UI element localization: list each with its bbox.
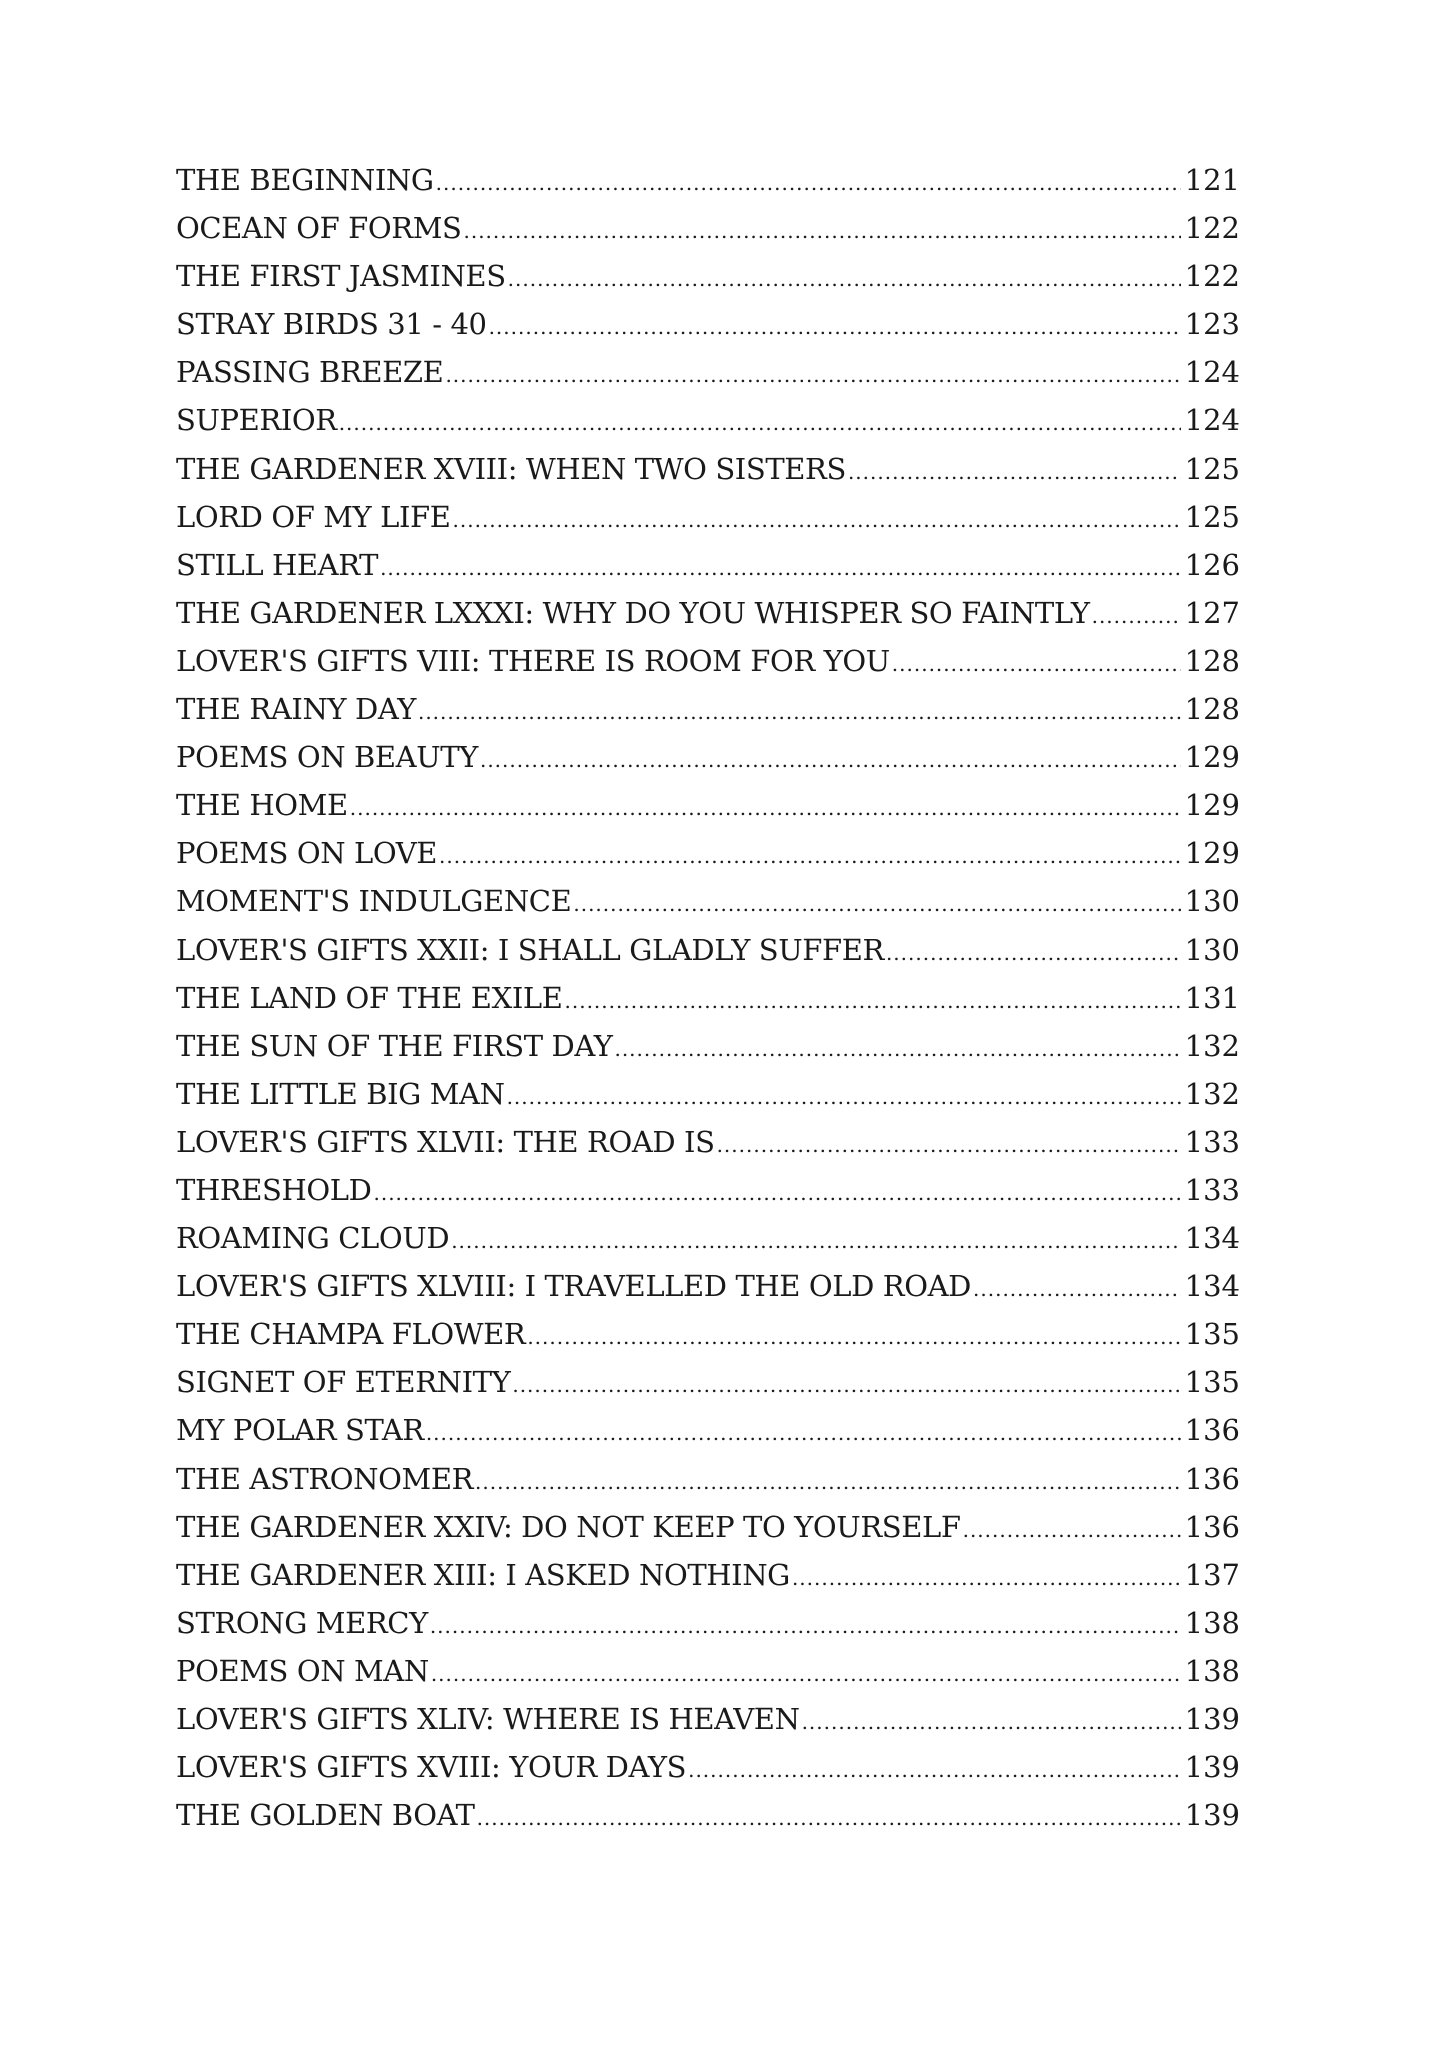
toc-entry-title: THE RAINY DAY — [176, 692, 416, 727]
toc-entry-title: THE GARDENER LXXXI: WHY DO YOU WHISPER SO FAINTLY — [176, 595, 1090, 630]
toc-entry-page-number: 133 — [1184, 1172, 1240, 1207]
toc-entry-title: SIGNET OF ETERNITY — [176, 1365, 511, 1400]
toc-dot-leader — [463, 219, 1180, 243]
toc-entry-title: SUPERIOR — [176, 403, 337, 438]
toc-dot-leader — [973, 1277, 1181, 1301]
toc-dot-leader — [480, 748, 1181, 772]
toc-dot-leader — [445, 363, 1180, 387]
toc-entry[interactable] — [176, 1606, 1240, 1654]
toc-dot-leader — [688, 1758, 1181, 1782]
toc-entry-title: THE CHAMPA FLOWER — [176, 1317, 526, 1352]
toc-entry[interactable] — [176, 307, 1240, 355]
toc-entry-page-number: 131 — [1184, 980, 1240, 1015]
toc-dot-leader — [573, 892, 1180, 916]
toc-dot-leader — [418, 700, 1181, 724]
toc-entry-page-number: 129 — [1184, 836, 1240, 871]
toc-entry-title: LOVER'S GIFTS XVIII: YOUR DAYS — [176, 1750, 687, 1785]
toc-entry-page-number: 128 — [1184, 643, 1240, 678]
toc-entry-page-number: 130 — [1184, 884, 1240, 919]
toc-entry-title: ROAMING CLOUD — [176, 1221, 450, 1256]
toc-entry-page-number: 132 — [1184, 1028, 1240, 1063]
toc-dot-leader — [426, 1421, 1181, 1445]
toc-dot-leader — [451, 1229, 1180, 1253]
toc-entry-page-number: 122 — [1184, 259, 1240, 294]
toc-entry-title: THE GARDENER XXIV: DO NOT KEEP TO YOURSELF — [176, 1509, 961, 1544]
toc-entry[interactable] — [176, 1702, 1240, 1750]
toc-entry[interactable] — [176, 259, 1240, 307]
toc-dot-leader — [792, 1566, 1181, 1590]
toc-entry-title: POEMS ON MAN — [176, 1653, 429, 1688]
toc-entry-page-number: 134 — [1184, 1221, 1240, 1256]
toc-entry[interactable] — [176, 1317, 1240, 1365]
toc-dot-leader — [431, 1662, 1181, 1686]
toc-entry[interactable] — [176, 211, 1240, 259]
toc-dot-leader — [430, 1614, 1181, 1638]
toc-entry-title: LOVER'S GIFTS XLVII: THE ROAD IS — [176, 1124, 715, 1159]
toc-entry[interactable] — [176, 403, 1240, 451]
toc-dot-leader — [802, 1710, 1181, 1734]
toc-entry[interactable] — [176, 1173, 1240, 1221]
toc-entry-title: POEMS ON LOVE — [176, 836, 438, 871]
toc-entry[interactable] — [176, 740, 1240, 788]
toc-entry[interactable] — [176, 884, 1240, 932]
toc-entry-page-number: 121 — [1184, 163, 1240, 197]
toc-dot-leader — [475, 1470, 1181, 1494]
toc-dot-leader — [963, 1518, 1181, 1542]
toc-entry[interactable] — [176, 1462, 1240, 1510]
toc-entry-page-number: 136 — [1184, 1461, 1240, 1496]
toc-entry-title: THE LITTLE BIG MAN — [176, 1076, 505, 1111]
toc-dot-leader — [527, 1325, 1180, 1349]
toc-entry[interactable] — [176, 1558, 1240, 1606]
toc-entry[interactable] — [176, 692, 1240, 740]
toc-entry-title: STRAY BIRDS 31 - 40 — [176, 307, 487, 342]
toc-entry-title: LORD OF MY LIFE — [176, 499, 451, 534]
toc-entry[interactable] — [176, 1654, 1240, 1702]
toc-dot-leader — [892, 652, 1181, 676]
toc-entry[interactable] — [176, 1798, 1240, 1846]
toc-entry-page-number: 124 — [1184, 355, 1240, 390]
toc-entry-page-number: 134 — [1184, 1269, 1240, 1304]
toc-entry[interactable] — [176, 1269, 1240, 1317]
toc-entry-title: LOVER'S GIFTS XLVIII: I TRAVELLED THE OLD ROAD — [176, 1269, 972, 1304]
toc-dot-leader — [512, 1373, 1180, 1397]
toc-entry-page-number: 138 — [1184, 1605, 1240, 1640]
toc-entry-title: THE LAND OF THE EXILE — [176, 980, 563, 1015]
toc-entry-page-number: 136 — [1184, 1509, 1240, 1544]
toc-entry[interactable] — [176, 981, 1240, 1029]
toc-dot-leader — [439, 844, 1181, 868]
toc-entry-page-number: 139 — [1184, 1798, 1240, 1833]
toc-dot-leader — [565, 989, 1181, 1013]
toc-entry-title: THRESHOLD — [176, 1172, 372, 1207]
toc-entry-page-number: 128 — [1184, 692, 1240, 727]
toc-entry-title: THE SUN OF THE FIRST DAY — [176, 1028, 613, 1063]
toc-dot-leader — [380, 556, 1181, 580]
toc-entry[interactable] — [176, 1365, 1240, 1413]
toc-entry-page-number: 137 — [1184, 1557, 1240, 1592]
toc-entry-page-number: 122 — [1184, 211, 1240, 246]
toc-entry-page-number: 123 — [1184, 307, 1240, 342]
toc-dot-leader — [507, 1085, 1181, 1109]
toc-dot-leader — [477, 1806, 1181, 1830]
toc-entry-page-number: 133 — [1184, 1124, 1240, 1159]
toc-entry-page-number: 139 — [1184, 1702, 1240, 1736]
toc-entry-page-number: 125 — [1184, 451, 1240, 486]
toc-entry-title: THE GOLDEN BOAT — [176, 1798, 475, 1833]
toc-entry[interactable] — [176, 1125, 1240, 1173]
toc-entry[interactable] — [176, 933, 1240, 981]
toc-entry-title: THE FIRST JASMINES — [176, 259, 506, 294]
toc-entry[interactable] — [176, 452, 1240, 500]
toc-entry-page-number: 130 — [1184, 932, 1240, 967]
toc-entry[interactable] — [176, 1077, 1240, 1125]
toc-dot-leader — [373, 1181, 1180, 1205]
toc-dot-leader — [848, 460, 1181, 484]
toc-entry-title: LOVER'S GIFTS XXII: I SHALL GLADLY SUFFER — [176, 932, 884, 967]
toc-entry[interactable] — [176, 1510, 1240, 1558]
toc-entry-title: LOVER'S GIFTS XLIV: WHERE IS HEAVEN — [176, 1702, 800, 1736]
toc-entry-page-number: 136 — [1184, 1413, 1240, 1448]
toc-dot-leader — [339, 411, 1181, 435]
toc-entry-page-number: 129 — [1184, 788, 1240, 823]
toc-dot-leader — [886, 941, 1181, 965]
toc-entry-title: THE GARDENER XVIII: WHEN TWO SISTERS — [176, 451, 846, 486]
toc-entry-title: STILL HEART — [176, 547, 379, 582]
toc-entry[interactable] — [176, 644, 1240, 692]
toc-entry[interactable] — [176, 355, 1240, 403]
toc-entry-title: POEMS ON BEAUTY — [176, 740, 478, 775]
toc-entry-page-number: 139 — [1184, 1750, 1240, 1785]
table-of-contents — [176, 163, 1240, 1846]
toc-entry-page-number: 127 — [1184, 595, 1240, 630]
toc-dot-leader — [436, 171, 1181, 195]
toc-entry-page-number: 126 — [1184, 547, 1240, 582]
toc-entry-title: THE HOME — [176, 788, 348, 823]
toc-dot-leader — [1092, 604, 1181, 628]
toc-entry-page-number: 132 — [1184, 1076, 1240, 1111]
toc-entry[interactable] — [176, 500, 1240, 548]
toc-dot-leader — [717, 1133, 1181, 1157]
toc-entry-title: THE BEGINNING — [176, 163, 434, 197]
toc-dot-leader — [350, 796, 1181, 820]
toc-entry-page-number: 125 — [1184, 499, 1240, 534]
toc-entry-title: PASSING BREEZE — [176, 355, 444, 390]
toc-entry-page-number: 129 — [1184, 740, 1240, 775]
toc-entry[interactable] — [176, 596, 1240, 644]
toc-entry-page-number: 135 — [1184, 1317, 1240, 1352]
toc-entry[interactable] — [176, 1413, 1240, 1461]
toc-entry-title: OCEAN OF FORMS — [176, 211, 462, 246]
toc-entry[interactable] — [176, 1221, 1240, 1269]
toc-entry[interactable] — [176, 163, 1240, 211]
toc-entry[interactable] — [176, 788, 1240, 836]
toc-entry[interactable] — [176, 1029, 1240, 1077]
toc-dot-leader — [508, 267, 1181, 291]
toc-entry-title: THE GARDENER XIII: I ASKED NOTHING — [176, 1557, 790, 1592]
toc-entry-page-number: 124 — [1184, 403, 1240, 438]
toc-dot-leader — [489, 315, 1181, 339]
toc-entry-title: MY POLAR STAR — [176, 1413, 424, 1448]
toc-dot-leader — [453, 508, 1181, 532]
toc-dot-leader — [614, 1037, 1180, 1061]
toc-entry[interactable] — [176, 836, 1240, 884]
toc-entry-title: STRONG MERCY — [176, 1605, 428, 1640]
toc-entry[interactable] — [176, 1750, 1240, 1798]
toc-entry-page-number: 138 — [1184, 1653, 1240, 1688]
toc-entry-title: THE ASTRONOMER — [176, 1461, 474, 1496]
toc-entry[interactable] — [176, 548, 1240, 596]
toc-entry-title: LOVER'S GIFTS VIII: THERE IS ROOM FOR YOU — [176, 643, 890, 678]
toc-entry-page-number: 135 — [1184, 1365, 1240, 1400]
toc-entry-title: MOMENT'S INDULGENCE — [176, 884, 572, 919]
